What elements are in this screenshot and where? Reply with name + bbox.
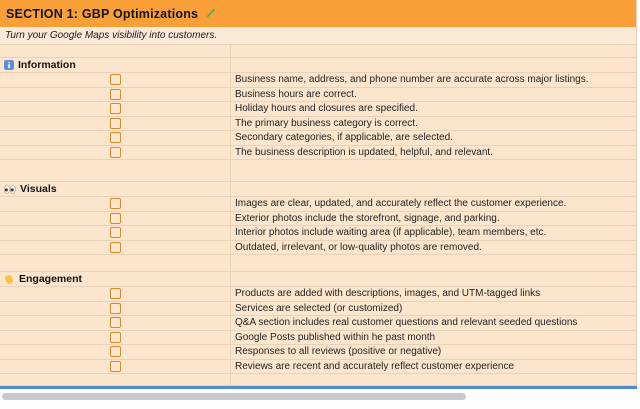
empty-cell xyxy=(231,272,636,286)
checklist-item-text: Services are selected (or customized) xyxy=(235,302,403,314)
checkbox[interactable] xyxy=(110,303,121,314)
checklist-row xyxy=(0,360,636,375)
checklist-item-text: Google Posts published within he past month xyxy=(235,331,436,343)
checkbox[interactable] xyxy=(110,242,121,253)
section-header-row xyxy=(0,58,636,73)
checkbox-cell xyxy=(0,88,231,102)
scrollbar-thumb[interactable] xyxy=(2,393,466,400)
checklist-item-text: Business name, address, and phone number are accurate across major listings. xyxy=(235,74,589,86)
checkbox[interactable] xyxy=(110,147,121,158)
checkbox[interactable] xyxy=(110,317,121,328)
checkbox-cell xyxy=(0,117,231,131)
empty-cell xyxy=(0,374,231,385)
checklist-row xyxy=(0,117,636,132)
empty-cell xyxy=(231,160,636,181)
checkbox-cell xyxy=(0,287,231,301)
empty-cell xyxy=(231,374,636,385)
checklist-row xyxy=(0,226,636,241)
empty-cell xyxy=(231,182,636,196)
checkbox-cell xyxy=(0,102,231,116)
section-title-row xyxy=(0,0,636,27)
checklist-item-text: Responses to all reviews (positive or negative) xyxy=(235,346,442,358)
checkbox-cell xyxy=(0,131,231,145)
checklist-section xyxy=(0,272,636,374)
checklist-item-text: Interior photos include waiting area (if applicable), team members, etc. xyxy=(235,227,547,239)
checkbox[interactable] xyxy=(110,332,121,343)
empty-row xyxy=(0,160,636,182)
empty-cell xyxy=(0,255,231,271)
checkbox-cell xyxy=(0,226,231,240)
checklist-item-text: Q&A section includes real customer questions and relevant seeded questions xyxy=(235,317,578,329)
checkbox-cell xyxy=(0,360,231,374)
empty-cell xyxy=(0,45,231,57)
checkbox[interactable] xyxy=(110,346,121,357)
checkbox[interactable] xyxy=(110,118,121,129)
checklist-item-text: Secondary categories, if applicable, are selected. xyxy=(235,132,453,144)
empty-row xyxy=(0,255,636,272)
checklist-row xyxy=(0,212,636,227)
checkbox-cell xyxy=(0,212,231,226)
checkbox[interactable] xyxy=(110,198,121,209)
checklist-section xyxy=(0,182,636,255)
section-header-cell xyxy=(0,58,231,72)
info-icon xyxy=(4,60,14,70)
empty-cell xyxy=(0,160,231,181)
horizontal-scrollbar[interactable] xyxy=(0,389,640,409)
checklist-row xyxy=(0,102,636,117)
sections-container xyxy=(0,58,636,374)
checklist-row xyxy=(0,331,636,346)
checklist-item-text: The business description is updated, helpful, and relevant. xyxy=(235,146,493,158)
section-title: SECTION 1: GBP Optimizations xyxy=(6,6,199,21)
checklist-row xyxy=(0,197,636,212)
checklist-section xyxy=(0,58,636,160)
checkbox[interactable] xyxy=(110,132,121,143)
checkbox-cell xyxy=(0,331,231,345)
checkbox[interactable] xyxy=(110,361,121,372)
checklist-item-text: Holiday hours and closures are specified. xyxy=(235,103,418,115)
checklist-row xyxy=(0,241,636,256)
eyes-icon xyxy=(4,185,16,194)
checkbox-cell xyxy=(0,197,231,211)
hand-icon xyxy=(4,274,15,285)
checkbox-cell xyxy=(0,345,231,359)
checkbox-cell xyxy=(0,241,231,255)
section-label: Engagement xyxy=(19,273,83,285)
checklist-item-text: Business hours are correct. xyxy=(235,88,357,100)
checklist-row xyxy=(0,287,636,302)
section-header-cell xyxy=(0,182,231,196)
checklist-item-text: Exterior photos include the storefront, signage, and parking. xyxy=(235,212,500,224)
section-label: Visuals xyxy=(20,183,57,195)
checklist-item-text: Images are clear, updated, and accurately reflect the customer experience. xyxy=(235,198,567,210)
checkbox-cell xyxy=(0,302,231,316)
section-header-row xyxy=(0,182,636,197)
checkbox-cell xyxy=(0,73,231,87)
checkbox-cell xyxy=(0,146,231,160)
subtitle-row xyxy=(0,27,636,45)
checklist-row xyxy=(0,345,636,360)
empty-row xyxy=(0,374,636,386)
checkbox[interactable] xyxy=(110,89,121,100)
empty-cell xyxy=(231,45,636,57)
checklist-row xyxy=(0,131,636,146)
empty-row xyxy=(0,45,636,58)
checklist-row xyxy=(0,302,636,317)
checkbox[interactable] xyxy=(110,227,121,238)
section-label: Information xyxy=(18,59,76,71)
checklist-item-text: The primary business category is correct. xyxy=(235,117,418,129)
section-header-cell xyxy=(0,272,231,286)
pencil-icon xyxy=(203,7,216,20)
empty-cell xyxy=(231,58,636,72)
checklist-item-text: Outdated, irrelevant, or low-quality photos are removed. xyxy=(235,241,482,253)
checkbox[interactable] xyxy=(110,103,121,114)
checklist-item-text: Reviews are recent and accurately reflect customer experience xyxy=(235,360,515,372)
checklist-row xyxy=(0,73,636,88)
checklist-row xyxy=(0,316,636,331)
checklist-row xyxy=(0,146,636,161)
empty-cell xyxy=(231,255,636,271)
checkbox[interactable] xyxy=(110,288,121,299)
checklist-row xyxy=(0,88,636,103)
checkbox[interactable] xyxy=(110,74,121,85)
checklist-item-text: Products are added with descriptions, images, and UTM-tagged links xyxy=(235,288,541,300)
section-header-row xyxy=(0,272,636,287)
subtitle-text: Turn your Google Maps visibility into customers. xyxy=(5,30,218,41)
checkbox[interactable] xyxy=(110,213,121,224)
checkbox-cell xyxy=(0,316,231,330)
